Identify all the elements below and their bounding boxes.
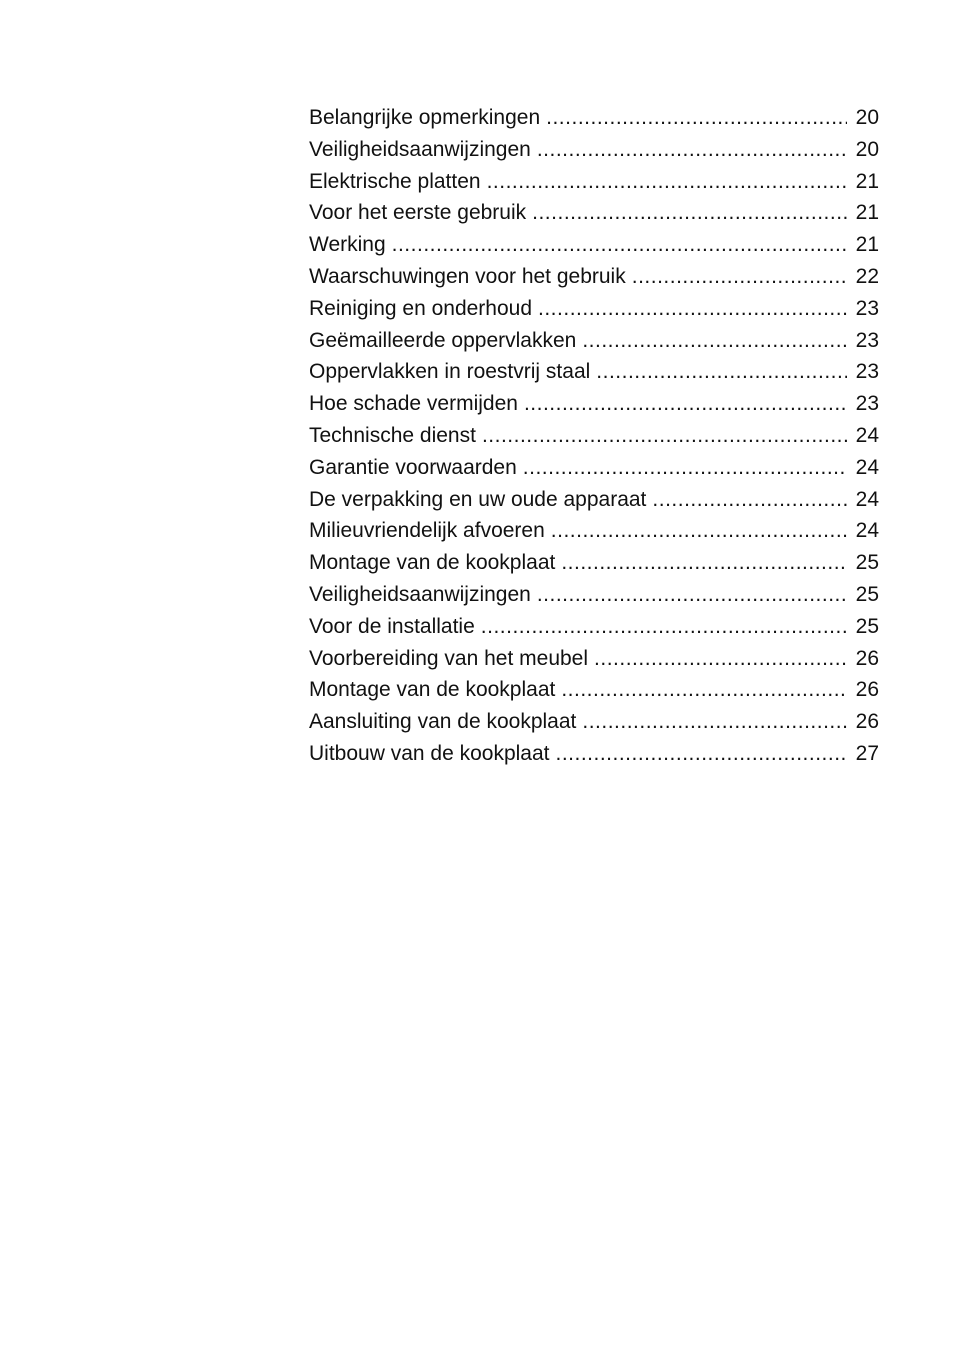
toc-dot-leader — [532, 197, 847, 229]
toc-entry-page: 24 — [855, 487, 879, 511]
toc-entry-page: 23 — [855, 296, 879, 320]
toc-entry-page: 25 — [855, 551, 879, 575]
toc-dot-leader — [481, 611, 847, 643]
toc-entry-title: Reiniging en onderhoud — [309, 296, 533, 320]
toc-entry-title: Milieuvriendelijk afvoeren — [309, 519, 545, 543]
toc-entry-title: Uitbouw van de kookplaat — [309, 741, 550, 765]
toc-entry-page: 20 — [855, 137, 879, 161]
toc-dot-leader — [632, 261, 847, 293]
toc-entry-title: Aansluiting van de kookplaat — [309, 710, 577, 734]
toc-entry-title: Garantie voorwaarden — [309, 455, 517, 479]
toc-dot-leader — [561, 674, 847, 706]
toc-entry-page: 23 — [855, 328, 879, 352]
toc-dot-leader — [524, 388, 847, 420]
toc-entry-title: Voor het eerste gebruik — [309, 201, 527, 225]
toc-entry-page: 26 — [855, 646, 879, 670]
toc-dot-leader — [482, 420, 847, 452]
toc-dot-leader — [582, 706, 847, 738]
toc-entry-page: 23 — [855, 360, 879, 384]
toc-entry-page: 24 — [855, 519, 879, 543]
toc-entry-page: 23 — [855, 392, 879, 416]
toc-entry[interactable] — [309, 452, 879, 484]
toc-entry-page: 21 — [855, 201, 879, 225]
toc-entry-title: Technische dienst — [309, 423, 476, 447]
toc-dot-leader — [538, 293, 847, 325]
toc-dot-leader — [561, 547, 847, 579]
toc-entry[interactable] — [309, 706, 879, 738]
toc-entry-title: Voor de installatie — [309, 614, 475, 638]
toc-entry-page: 22 — [855, 264, 879, 288]
toc-entry[interactable] — [309, 420, 879, 452]
toc-entry[interactable] — [309, 325, 879, 357]
toc-entry[interactable] — [309, 388, 879, 420]
toc-entry-page: 24 — [855, 455, 879, 479]
toc-dot-leader — [523, 452, 847, 484]
toc-dot-leader — [392, 229, 847, 261]
toc-entry-title: Montage van de kookplaat — [309, 678, 556, 702]
toc-entry-page: 25 — [855, 614, 879, 638]
toc-entry[interactable] — [309, 515, 879, 547]
toc-entry-title: Elektrische platten — [309, 169, 481, 193]
toc-dot-leader — [556, 738, 848, 770]
toc-entry[interactable] — [309, 293, 879, 325]
toc-entry-page: 20 — [855, 106, 879, 129]
toc-entry[interactable] — [309, 229, 879, 261]
toc-dot-leader — [582, 325, 847, 357]
toc-entry-title: Geëmailleerde oppervlakken — [309, 328, 577, 352]
toc-dot-leader — [551, 515, 847, 547]
toc-entry-title: Veiligheidsaanwijzingen — [309, 582, 531, 606]
toc-entry[interactable] — [309, 102, 879, 134]
toc-entry-title: De verpakking en uw oude apparaat — [309, 487, 647, 511]
toc-entry[interactable] — [309, 643, 879, 675]
toc-dot-leader — [546, 102, 847, 134]
toc-entry-title: Waarschuwingen voor het gebruik — [309, 264, 626, 288]
toc-dot-leader — [537, 579, 847, 611]
toc-entry-title: Oppervlakken in roestvrij staal — [309, 360, 591, 384]
toc-entry[interactable] — [309, 134, 879, 166]
table-of-contents — [309, 102, 879, 770]
toc-entry[interactable] — [309, 674, 879, 706]
toc-entry-page: 21 — [855, 169, 879, 193]
toc-entry-title: Hoe schade vermijden — [309, 392, 518, 416]
toc-entry[interactable] — [309, 484, 879, 516]
toc-entry[interactable] — [309, 579, 879, 611]
toc-entry-page: 27 — [855, 741, 879, 765]
toc-entry-title: Werking — [309, 233, 386, 257]
toc-entry-page: 25 — [855, 582, 879, 606]
toc-dot-leader — [537, 134, 847, 166]
toc-dot-leader — [652, 484, 847, 516]
toc-entry-title: Voorbereiding van het meubel — [309, 646, 589, 670]
toc-entry-page: 26 — [855, 710, 879, 734]
toc-entry-page: 21 — [855, 233, 879, 257]
toc-entry[interactable] — [309, 356, 879, 388]
toc-entry[interactable] — [309, 738, 879, 770]
toc-entry-page: 24 — [855, 423, 879, 447]
toc-entry-title: Montage van de kookplaat — [309, 551, 556, 575]
toc-dot-leader — [596, 356, 847, 388]
toc-entry[interactable] — [309, 166, 879, 198]
toc-dot-leader — [487, 166, 847, 198]
toc-entry-page: 26 — [855, 678, 879, 702]
toc-entry[interactable] — [309, 611, 879, 643]
toc-entry[interactable] — [309, 197, 879, 229]
toc-entry[interactable] — [309, 547, 879, 579]
toc-entry[interactable] — [309, 261, 879, 293]
toc-entry-title: Veiligheidsaanwijzingen — [309, 137, 531, 161]
toc-entry-title: Belangrijke opmerkingen — [309, 106, 541, 129]
toc-dot-leader — [594, 643, 847, 675]
